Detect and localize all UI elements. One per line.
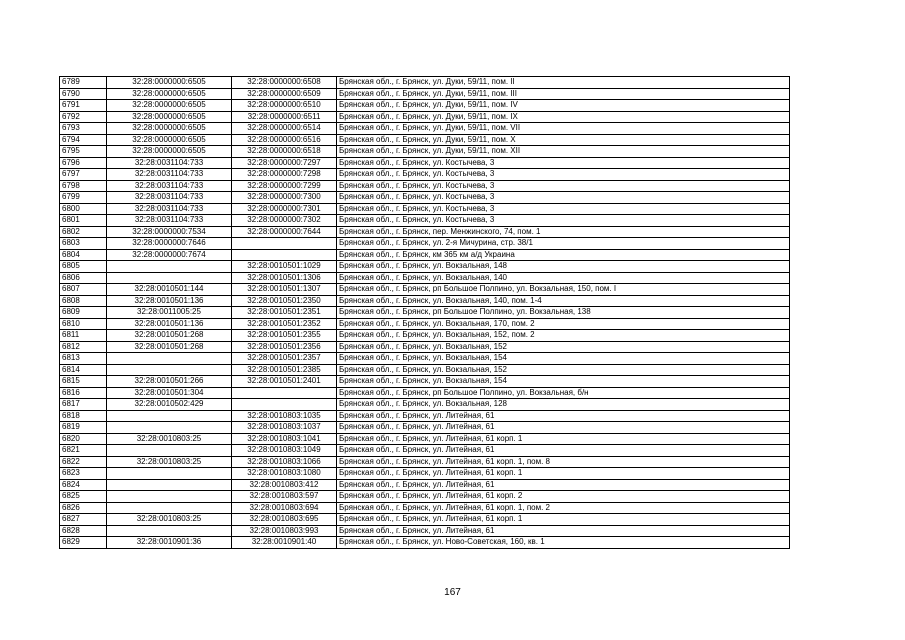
cadastral-number-cell: 32:28:0010803:1035 bbox=[232, 410, 337, 422]
table-row bbox=[60, 318, 790, 330]
address-cell: Брянская обл., г. Брянск, ул. Дуки, 59/11, пом. III bbox=[337, 88, 790, 100]
table-row bbox=[60, 399, 790, 411]
parent-cadastral-number-cell: 32:28:0010501:144 bbox=[107, 284, 232, 296]
table-row bbox=[60, 88, 790, 100]
address-cell: Брянская обл., г. Брянск, рп Большое Полпино, ул. Вокзальная, б/н bbox=[337, 387, 790, 399]
cadastral-number-cell: 32:28:0000000:6518 bbox=[232, 146, 337, 158]
row-number-cell: 6790 bbox=[60, 88, 107, 100]
address-cell: Брянская обл., г. Брянск, ул. Дуки, 59/11, пом. X bbox=[337, 134, 790, 146]
row-number-cell: 6806 bbox=[60, 272, 107, 284]
parent-cadastral-number-cell bbox=[107, 272, 232, 284]
parent-cadastral-number-cell: 32:28:0010803:25 bbox=[107, 514, 232, 526]
address-cell: Брянская обл., г. Брянск, рп Большое Полпино, ул. Вокзальная, 150, пом. I bbox=[337, 284, 790, 296]
row-number-cell: 6820 bbox=[60, 433, 107, 445]
row-number-cell: 6827 bbox=[60, 514, 107, 526]
cadastral-number-cell bbox=[232, 387, 337, 399]
parent-cadastral-number-cell bbox=[107, 491, 232, 503]
table-row bbox=[60, 295, 790, 307]
parent-cadastral-number-cell: 32:28:0031104:733 bbox=[107, 203, 232, 215]
parent-cadastral-number-cell bbox=[107, 479, 232, 491]
address-cell: Брянская обл., г. Брянск, ул. Литейная, 61 корп. 2 bbox=[337, 491, 790, 503]
row-number-cell: 6818 bbox=[60, 410, 107, 422]
row-number-cell: 6796 bbox=[60, 157, 107, 169]
address-cell: Брянская обл., г. Брянск, ул. Вокзальная, 128 bbox=[337, 399, 790, 411]
address-cell: Брянская обл., г. Брянск, ул. Костычева, 3 bbox=[337, 215, 790, 227]
address-cell: Брянская обл., г. Брянск, ул. 2-я Мичурина, стр. 38/1 bbox=[337, 238, 790, 250]
address-cell: Брянская обл., г. Брянск, ул. Литейная, 61 bbox=[337, 479, 790, 491]
cadastral-number-cell: 32:28:0010501:2401 bbox=[232, 376, 337, 388]
parent-cadastral-number-cell: 32:28:0031104:733 bbox=[107, 215, 232, 227]
row-number-cell: 6805 bbox=[60, 261, 107, 273]
row-number-cell: 6829 bbox=[60, 537, 107, 549]
table-row bbox=[60, 468, 790, 480]
row-number-cell: 6799 bbox=[60, 192, 107, 204]
address-cell: Брянская обл., г. Брянск, ул. Литейная, 61 bbox=[337, 445, 790, 457]
table-row bbox=[60, 203, 790, 215]
cadastral-number-cell: 32:28:0000000:7297 bbox=[232, 157, 337, 169]
table-row bbox=[60, 100, 790, 112]
parent-cadastral-number-cell: 32:28:0000000:6505 bbox=[107, 77, 232, 89]
table-row bbox=[60, 134, 790, 146]
table-row bbox=[60, 192, 790, 204]
table-row bbox=[60, 215, 790, 227]
row-number-cell: 6813 bbox=[60, 353, 107, 365]
cadastral-number-cell: 32:28:0000000:6511 bbox=[232, 111, 337, 123]
row-number-cell: 6798 bbox=[60, 180, 107, 192]
address-cell: Брянская обл., г. Брянск, рп Большое Полпино, ул. Вокзальная, 138 bbox=[337, 307, 790, 319]
table-row bbox=[60, 479, 790, 491]
table-row bbox=[60, 307, 790, 319]
cadastral-number-cell: 32:28:0010803:1066 bbox=[232, 456, 337, 468]
cadastral-number-cell: 32:28:0010501:1029 bbox=[232, 261, 337, 273]
parent-cadastral-number-cell: 32:28:0000000:6505 bbox=[107, 134, 232, 146]
parent-cadastral-number-cell bbox=[107, 422, 232, 434]
row-number-cell: 6815 bbox=[60, 376, 107, 388]
address-cell: Брянская обл., г. Брянск, ул. Литейная, 61 корп. 1 bbox=[337, 433, 790, 445]
address-cell: Брянская обл., г. Брянск, ул. Вокзальная, 152 bbox=[337, 364, 790, 376]
row-number-cell: 6828 bbox=[60, 525, 107, 537]
table-row bbox=[60, 146, 790, 158]
cadastral-number-cell: 32:28:0010501:2357 bbox=[232, 353, 337, 365]
parent-cadastral-number-cell bbox=[107, 468, 232, 480]
cadastral-number-cell: 32:28:0000000:7644 bbox=[232, 226, 337, 238]
table-row bbox=[60, 341, 790, 353]
row-number-cell: 6816 bbox=[60, 387, 107, 399]
cadastral-number-cell bbox=[232, 238, 337, 250]
cadastral-number-cell: 32:28:0000000:6509 bbox=[232, 88, 337, 100]
parent-cadastral-number-cell: 32:28:0010901:36 bbox=[107, 537, 232, 549]
address-cell: Брянская обл., г. Брянск, ул. Литейная, 61 bbox=[337, 410, 790, 422]
parent-cadastral-number-cell: 32:28:0000000:7534 bbox=[107, 226, 232, 238]
cadastral-number-cell: 32:28:0010803:695 bbox=[232, 514, 337, 526]
cadastral-number-cell: 32:28:0000000:6508 bbox=[232, 77, 337, 89]
row-number-cell: 6821 bbox=[60, 445, 107, 457]
table-row bbox=[60, 169, 790, 181]
parent-cadastral-number-cell: 32:28:0000000:6505 bbox=[107, 88, 232, 100]
address-cell: Брянская обл., г. Брянск, ул. Вокзальная, 154 bbox=[337, 353, 790, 365]
cadastral-number-cell: 32:28:0000000:6516 bbox=[232, 134, 337, 146]
address-cell: Брянская обл., г. Брянск, ул. Вокзальная, 148 bbox=[337, 261, 790, 273]
table-row bbox=[60, 514, 790, 526]
parent-cadastral-number-cell: 32:28:0010501:268 bbox=[107, 330, 232, 342]
row-number-cell: 6800 bbox=[60, 203, 107, 215]
address-cell: Брянская обл., г. Брянск, ул. Костычева, 3 bbox=[337, 180, 790, 192]
parent-cadastral-number-cell: 32:28:0000000:7646 bbox=[107, 238, 232, 250]
address-cell: Брянская обл., г. Брянск, ул. Дуки, 59/11, пом. IX bbox=[337, 111, 790, 123]
registry-table-body bbox=[60, 77, 790, 549]
cadastral-number-cell: 32:28:0000000:7298 bbox=[232, 169, 337, 181]
table-row bbox=[60, 123, 790, 135]
parent-cadastral-number-cell: 32:28:0000000:6505 bbox=[107, 111, 232, 123]
parent-cadastral-number-cell bbox=[107, 410, 232, 422]
parent-cadastral-number-cell: 32:28:0010803:25 bbox=[107, 433, 232, 445]
table-row bbox=[60, 180, 790, 192]
address-cell: Брянская обл., г. Брянск, ул. Вокзальная, 140, пом. 1-4 bbox=[337, 295, 790, 307]
cadastral-number-cell: 32:28:0010501:2385 bbox=[232, 364, 337, 376]
table-row bbox=[60, 111, 790, 123]
address-cell: Брянская обл., г. Брянск, ул. Костычева, 3 bbox=[337, 192, 790, 204]
table-row bbox=[60, 261, 790, 273]
table-row bbox=[60, 525, 790, 537]
cadastral-number-cell: 32:28:0000000:7301 bbox=[232, 203, 337, 215]
address-cell: Брянская обл., г. Брянск, ул. Литейная, 61 корп. 1, пом. 2 bbox=[337, 502, 790, 514]
row-number-cell: 6795 bbox=[60, 146, 107, 158]
table-row bbox=[60, 502, 790, 514]
parent-cadastral-number-cell: 32:28:0000000:6505 bbox=[107, 100, 232, 112]
parent-cadastral-number-cell: 32:28:0011005:25 bbox=[107, 307, 232, 319]
parent-cadastral-number-cell: 32:28:0010501:268 bbox=[107, 341, 232, 353]
row-number-cell: 6807 bbox=[60, 284, 107, 296]
cadastral-number-cell: 32:28:0010803:694 bbox=[232, 502, 337, 514]
parent-cadastral-number-cell bbox=[107, 445, 232, 457]
parent-cadastral-number-cell: 32:28:0010501:136 bbox=[107, 295, 232, 307]
cadastral-number-cell: 32:28:0010803:1037 bbox=[232, 422, 337, 434]
table-row bbox=[60, 77, 790, 89]
cadastral-number-cell bbox=[232, 399, 337, 411]
cadastral-number-cell: 32:28:0010501:1306 bbox=[232, 272, 337, 284]
parent-cadastral-number-cell bbox=[107, 502, 232, 514]
row-number-cell: 6791 bbox=[60, 100, 107, 112]
row-number-cell: 6803 bbox=[60, 238, 107, 250]
address-cell: Брянская обл., г. Брянск, ул. Костычева, 3 bbox=[337, 203, 790, 215]
table-row bbox=[60, 433, 790, 445]
address-cell: Брянская обл., г. Брянск, км 365 км а/д Украина bbox=[337, 249, 790, 261]
row-number-cell: 6825 bbox=[60, 491, 107, 503]
cadastral-number-cell: 32:28:0000000:7302 bbox=[232, 215, 337, 227]
address-cell: Брянская обл., г. Брянск, ул. Дуки, 59/11, пом. VII bbox=[337, 123, 790, 135]
address-cell: Брянская обл., г. Брянск, ул. Литейная, 61 bbox=[337, 525, 790, 537]
row-number-cell: 6811 bbox=[60, 330, 107, 342]
address-cell: Брянская обл., г. Брянск, пер. Менжинского, 74, пом. 1 bbox=[337, 226, 790, 238]
address-cell: Брянская обл., г. Брянск, ул. Вокзальная, 140 bbox=[337, 272, 790, 284]
row-number-cell: 6823 bbox=[60, 468, 107, 480]
row-number-cell: 6819 bbox=[60, 422, 107, 434]
parent-cadastral-number-cell: 32:28:0000000:7674 bbox=[107, 249, 232, 261]
cadastral-number-cell: 32:28:0010803:993 bbox=[232, 525, 337, 537]
row-number-cell: 6822 bbox=[60, 456, 107, 468]
parent-cadastral-number-cell bbox=[107, 261, 232, 273]
address-cell: Брянская обл., г. Брянск, ул. Вокзальная, 154 bbox=[337, 376, 790, 388]
row-number-cell: 6804 bbox=[60, 249, 107, 261]
table-row bbox=[60, 249, 790, 261]
cadastral-number-cell bbox=[232, 249, 337, 261]
table-row bbox=[60, 364, 790, 376]
registry-table bbox=[59, 76, 790, 549]
row-number-cell: 6802 bbox=[60, 226, 107, 238]
address-cell: Брянская обл., г. Брянск, ул. Литейная, 61 корп. 1 bbox=[337, 514, 790, 526]
cadastral-number-cell: 32:28:0010501:2356 bbox=[232, 341, 337, 353]
table-row bbox=[60, 157, 790, 169]
parent-cadastral-number-cell: 32:28:0010501:136 bbox=[107, 318, 232, 330]
parent-cadastral-number-cell: 32:28:0031104:733 bbox=[107, 169, 232, 181]
address-cell: Брянская обл., г. Брянск, ул. Дуки, 59/11, пом. II bbox=[337, 77, 790, 89]
parent-cadastral-number-cell: 32:28:0031104:733 bbox=[107, 192, 232, 204]
table-row bbox=[60, 537, 790, 549]
row-number-cell: 6809 bbox=[60, 307, 107, 319]
row-number-cell: 6794 bbox=[60, 134, 107, 146]
cadastral-number-cell: 32:28:0010501:1307 bbox=[232, 284, 337, 296]
parent-cadastral-number-cell: 32:28:0000000:6505 bbox=[107, 123, 232, 135]
cadastral-number-cell: 32:28:0010501:2350 bbox=[232, 295, 337, 307]
row-number-cell: 6817 bbox=[60, 399, 107, 411]
table-row bbox=[60, 238, 790, 250]
cadastral-number-cell: 32:28:0000000:7299 bbox=[232, 180, 337, 192]
row-number-cell: 6801 bbox=[60, 215, 107, 227]
cadastral-number-cell: 32:28:0000000:6510 bbox=[232, 100, 337, 112]
cadastral-number-cell: 32:28:0010803:597 bbox=[232, 491, 337, 503]
row-number-cell: 6810 bbox=[60, 318, 107, 330]
address-cell: Брянская обл., г. Брянск, ул. Костычева, 3 bbox=[337, 169, 790, 181]
table-row bbox=[60, 272, 790, 284]
table-row bbox=[60, 410, 790, 422]
address-cell: Брянская обл., г. Брянск, ул. Костычева, 3 bbox=[337, 157, 790, 169]
parent-cadastral-number-cell bbox=[107, 353, 232, 365]
address-cell: Брянская обл., г. Брянск, ул. Дуки, 59/11, пом. IV bbox=[337, 100, 790, 112]
table-row bbox=[60, 226, 790, 238]
table-row bbox=[60, 491, 790, 503]
cadastral-number-cell: 32:28:0010803:1049 bbox=[232, 445, 337, 457]
cadastral-number-cell: 32:28:0000000:7300 bbox=[232, 192, 337, 204]
address-cell: Брянская обл., г. Брянск, ул. Ново-Советская, 160, кв. 1 bbox=[337, 537, 790, 549]
parent-cadastral-number-cell: 32:28:0010501:266 bbox=[107, 376, 232, 388]
row-number-cell: 6793 bbox=[60, 123, 107, 135]
address-cell: Брянская обл., г. Брянск, ул. Дуки, 59/11, пом. XII bbox=[337, 146, 790, 158]
cadastral-number-cell: 32:28:0010803:412 bbox=[232, 479, 337, 491]
table-row bbox=[60, 445, 790, 457]
row-number-cell: 6826 bbox=[60, 502, 107, 514]
parent-cadastral-number-cell bbox=[107, 364, 232, 376]
page-number: 167 bbox=[444, 587, 461, 598]
address-cell: Брянская обл., г. Брянск, ул. Вокзальная, 170, пом. 2 bbox=[337, 318, 790, 330]
row-number-cell: 6812 bbox=[60, 341, 107, 353]
row-number-cell: 6814 bbox=[60, 364, 107, 376]
row-number-cell: 6808 bbox=[60, 295, 107, 307]
table-row bbox=[60, 376, 790, 388]
parent-cadastral-number-cell: 32:28:0031104:733 bbox=[107, 157, 232, 169]
address-cell: Брянская обл., г. Брянск, ул. Вокзальная, 152, пом. 2 bbox=[337, 330, 790, 342]
parent-cadastral-number-cell: 32:28:0010502:429 bbox=[107, 399, 232, 411]
row-number-cell: 6789 bbox=[60, 77, 107, 89]
address-cell: Брянская обл., г. Брянск, ул. Литейная, 61 bbox=[337, 422, 790, 434]
address-cell: Брянская обл., г. Брянск, ул. Литейная, 61 корп. 1 bbox=[337, 468, 790, 480]
table-row bbox=[60, 284, 790, 296]
parent-cadastral-number-cell: 32:28:0000000:6505 bbox=[107, 146, 232, 158]
cadastral-number-cell: 32:28:0010501:2355 bbox=[232, 330, 337, 342]
cadastral-number-cell: 32:28:0010501:2352 bbox=[232, 318, 337, 330]
parent-cadastral-number-cell: 32:28:0010501:304 bbox=[107, 387, 232, 399]
cadastral-number-cell: 32:28:0010901:40 bbox=[232, 537, 337, 549]
parent-cadastral-number-cell: 32:28:0031104:733 bbox=[107, 180, 232, 192]
table-row bbox=[60, 353, 790, 365]
address-cell: Брянская обл., г. Брянск, ул. Литейная, 61 корп. 1, пом. 8 bbox=[337, 456, 790, 468]
table-row bbox=[60, 422, 790, 434]
table-row bbox=[60, 330, 790, 342]
parent-cadastral-number-cell bbox=[107, 525, 232, 537]
row-number-cell: 6824 bbox=[60, 479, 107, 491]
row-number-cell: 6797 bbox=[60, 169, 107, 181]
table-row bbox=[60, 456, 790, 468]
cadastral-number-cell: 32:28:0010803:1041 bbox=[232, 433, 337, 445]
cadastral-number-cell: 32:28:0010501:2351 bbox=[232, 307, 337, 319]
row-number-cell: 6792 bbox=[60, 111, 107, 123]
parent-cadastral-number-cell: 32:28:0010803:25 bbox=[107, 456, 232, 468]
address-cell: Брянская обл., г. Брянск, ул. Вокзальная, 152 bbox=[337, 341, 790, 353]
cadastral-number-cell: 32:28:0000000:6514 bbox=[232, 123, 337, 135]
table-row bbox=[60, 387, 790, 399]
cadastral-number-cell: 32:28:0010803:1080 bbox=[232, 468, 337, 480]
